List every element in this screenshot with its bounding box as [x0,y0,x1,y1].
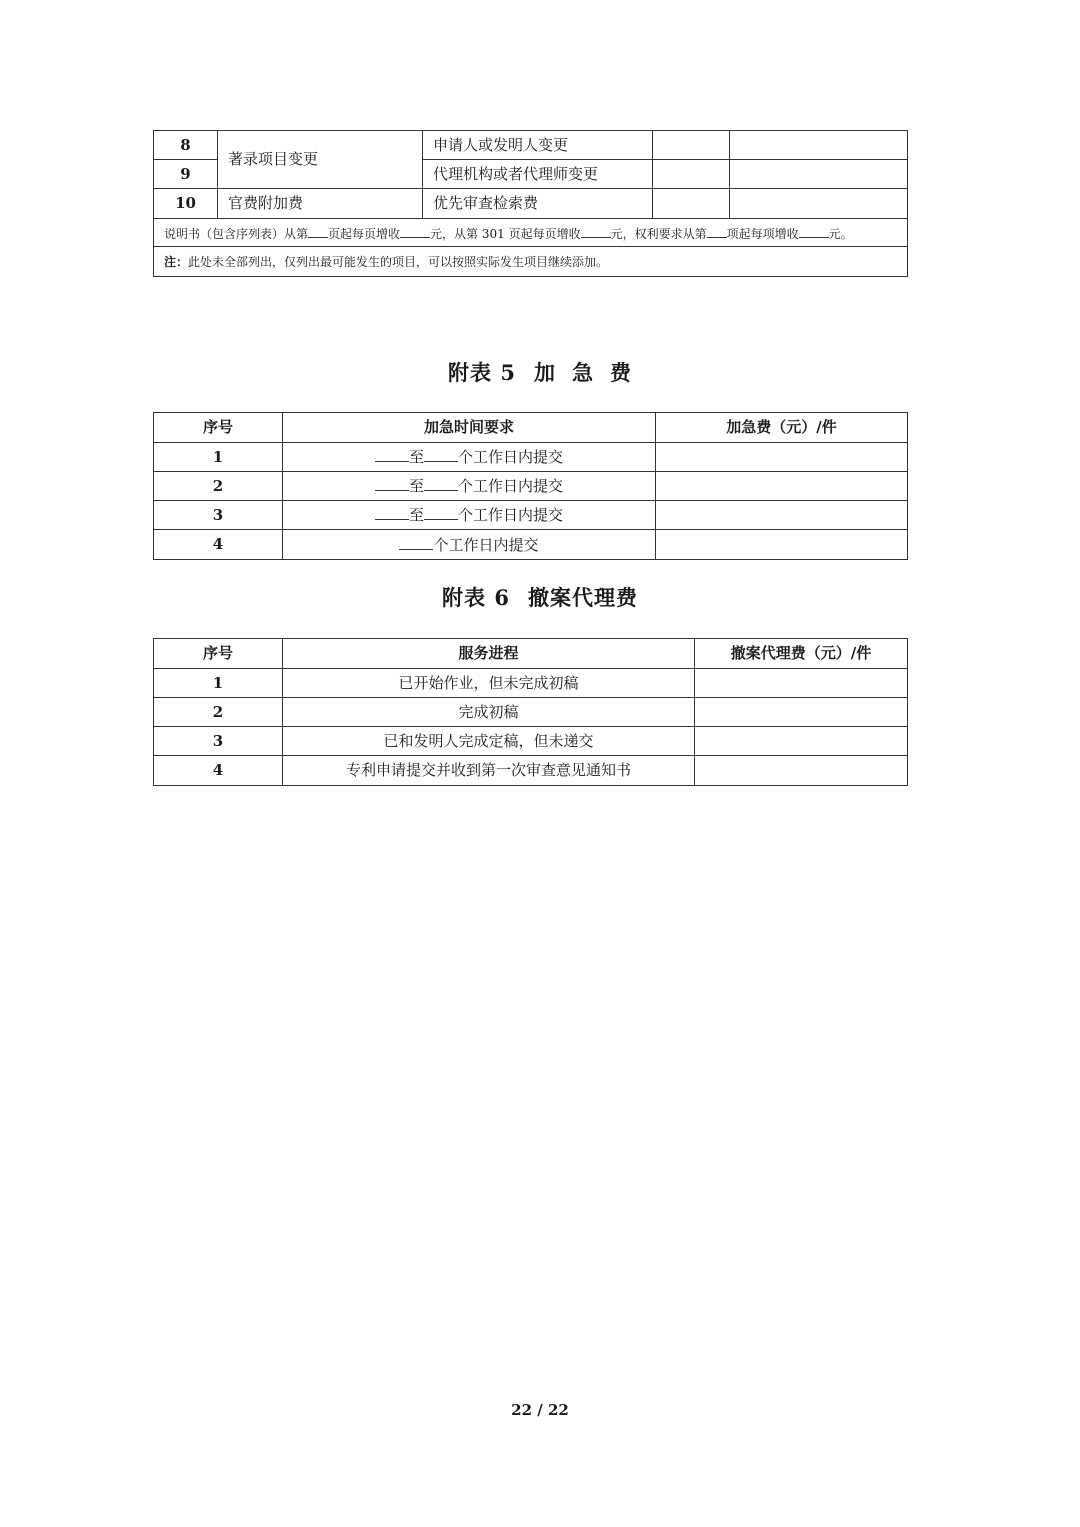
page-number: 22 / 22 [511,1401,569,1419]
blank-line [581,225,611,238]
table-row [154,443,908,472]
column-header: 撤案代理费（元）/件 [695,639,908,669]
blank-line [424,478,458,491]
row-number: 10 [154,189,218,219]
remark-label: 注： [164,254,189,269]
table-row [154,727,908,756]
empty-cell [730,131,908,160]
column-header: 序号 [154,413,283,443]
withdrawal-fee-table [153,638,908,786]
empty-cell [695,698,908,727]
empty-cell [656,530,908,560]
row-number: 2 [154,472,283,501]
header-row [154,639,908,669]
to-text: 至 [408,506,424,524]
suffix-text: 个工作日内提交 [458,448,564,466]
title-char: 费 [609,360,632,385]
row-number: 3 [154,727,283,756]
time-requirement [283,472,656,501]
row-item: 代理机构或者代理师变更 [423,160,653,189]
empty-cell [695,669,908,698]
blank-line [399,537,433,550]
row-item: 申请人或发明人变更 [423,131,653,160]
row-number: 2 [154,698,283,727]
column-header: 序号 [154,639,283,669]
note-text: 元。 [828,227,853,241]
title-char: 急 [571,360,594,385]
table5-title [0,357,1080,387]
service-stage: 已和发明人完成定稿，但未递交 [283,727,695,756]
row-item: 优先审查检索费 [423,189,653,219]
title-prefix: 附表 6 [442,585,510,610]
table-row [154,131,908,160]
to-text: 至 [408,477,424,495]
empty-cell [653,131,730,160]
table-row [154,669,908,698]
title-char: 加 [533,360,556,385]
column-header: 加急费（元）/件 [656,413,908,443]
suffix-text: 个工作日内提交 [458,477,564,495]
empty-cell [653,189,730,219]
suffix-text: 个工作日内提交 [458,506,564,524]
table-row [154,698,908,727]
note-text: 页起每页增收 [328,227,401,241]
empty-cell [656,443,908,472]
table-row [154,756,908,786]
row-category: 官费附加费 [218,189,423,219]
blank-line [400,225,430,238]
note-text: 项起每项增收 [726,227,799,241]
row-number: 1 [154,669,283,698]
blank-line [375,449,409,462]
row-number: 8 [154,131,218,160]
title-prefix: 附表 5 [448,360,516,385]
column-header: 服务进程 [283,639,695,669]
row-number: 4 [154,530,283,560]
note-text: 说明书（包含序列表）从第 [164,227,309,241]
title-text: 撤案代理费 [527,585,638,610]
row-number: 1 [154,443,283,472]
time-requirement [283,443,656,472]
row-number: 4 [154,756,283,786]
note-text: 元，权利要求从第 [610,227,707,241]
table6-title [0,582,1080,612]
remark [154,247,908,277]
fee-items-table [153,130,908,277]
table-row [154,501,908,530]
empty-cell [730,189,908,219]
table-row [154,530,908,560]
to-text: 至 [408,448,424,466]
blank-line [375,507,409,520]
empty-cell [730,160,908,189]
blank-line [375,478,409,491]
rush-fee-table [153,412,908,560]
blank-line [424,507,458,520]
service-stage: 完成初稿 [283,698,695,727]
empty-cell [695,727,908,756]
remark-text: 此处未全部列出，仅列出最可能发生的项目，可以按照实际发生项目继续添加。 [188,254,609,269]
header-row [154,413,908,443]
remark-row [154,247,908,277]
pricing-note-row [154,219,908,247]
row-number: 3 [154,501,283,530]
empty-cell [653,160,730,189]
time-requirement [283,501,656,530]
blank-line [799,225,829,238]
suffix-text: 个工作日内提交 [433,535,539,554]
row-category: 著录项目变更 [218,131,423,189]
empty-cell [695,756,908,786]
table-row [154,472,908,501]
pricing-note [154,219,908,247]
table-row [154,189,908,219]
column-header: 加急时间要求 [283,413,656,443]
empty-cell [656,472,908,501]
note-text: 元，从第 301 页起每页增收 [430,227,581,241]
row-number: 9 [154,160,218,189]
blank-line [707,225,727,238]
blank-line [424,449,458,462]
service-stage: 专利申请提交并收到第一次审查意见通知书 [283,756,695,786]
empty-cell [656,501,908,530]
service-stage: 已开始作业，但未完成初稿 [283,669,695,698]
blank-line [308,225,328,238]
time-requirement [283,530,656,560]
